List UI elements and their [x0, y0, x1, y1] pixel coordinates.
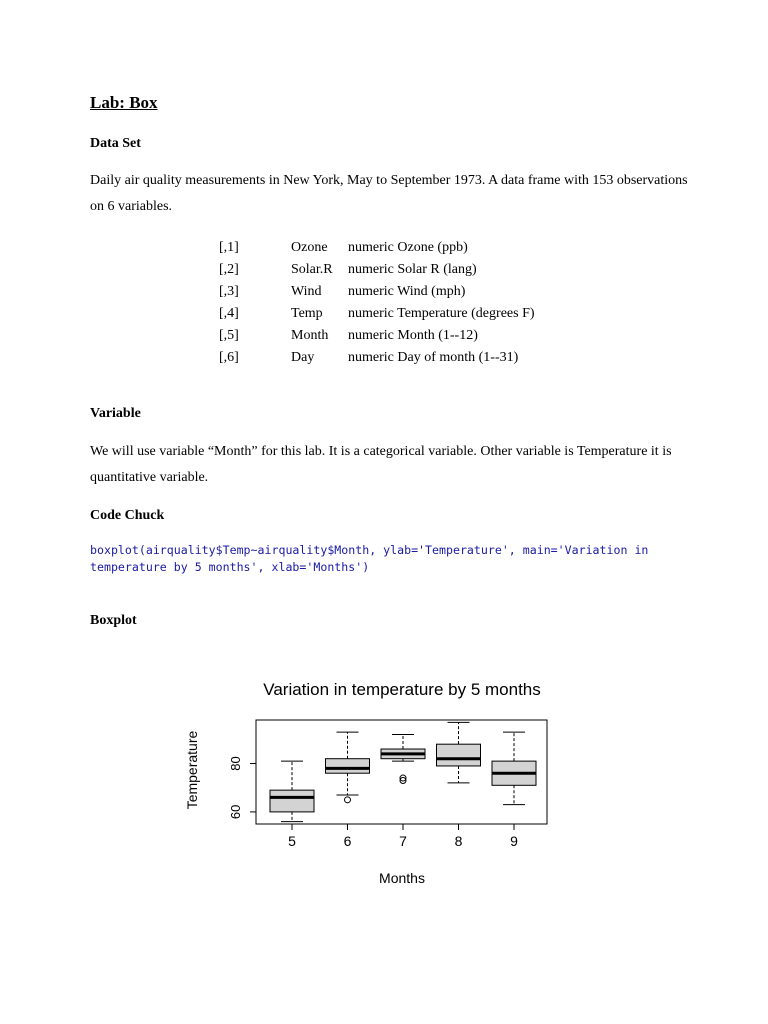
y-axis-label: Temperature — [184, 730, 200, 810]
variable-index: [,2] — [219, 262, 239, 277]
boxplot-chart — [170, 665, 590, 895]
variable-name: Solar.R — [291, 262, 333, 277]
variable-index: [,4] — [219, 306, 239, 321]
x-tick-label: 7 — [399, 833, 407, 849]
boxplot-heading: Boxplot — [90, 613, 137, 628]
chart-title: Variation in temperature by 5 months — [263, 680, 541, 699]
variable-description: numeric Ozone (ppb) — [348, 240, 468, 255]
variable-index: [,6] — [219, 350, 239, 365]
variable-description: We will use variable “Month” for this lab. It is a categorical variable. Other variable is Temperature it is quantitative variable. — [90, 444, 672, 485]
variable-row — [219, 303, 535, 325]
variable-name: Ozone — [291, 240, 328, 255]
variable-description: numeric Temperature (degrees F) — [348, 306, 535, 321]
box-month-6 — [326, 759, 370, 774]
dataset-description: Daily air quality measurements in New York, May to September 1973. A data frame with 153 observations on 6 variables. — [90, 173, 688, 214]
y-tick-label: 80 — [228, 756, 243, 771]
variable-name: Month — [291, 328, 329, 343]
variable-index: [,3] — [219, 284, 239, 299]
variable-row — [219, 281, 535, 303]
x-tick-label: 8 — [454, 833, 463, 849]
dataset-heading: Data Set — [90, 136, 141, 151]
y-tick-label: 60 — [228, 804, 243, 820]
page-title: Lab: Box — [90, 93, 158, 112]
x-tick-label: 6 — [343, 833, 352, 849]
variable-name: Wind — [291, 284, 322, 299]
variable-row — [219, 259, 535, 281]
x-tick-label: 9 — [510, 833, 518, 849]
code-heading: Code Chuck — [90, 508, 165, 523]
variable-heading: Variable — [90, 406, 141, 421]
variable-index: [,1] — [219, 240, 239, 255]
variable-name: Temp — [291, 306, 323, 321]
variables-table — [219, 237, 535, 369]
outlier-point — [345, 797, 351, 803]
x-axis-label: Months — [379, 870, 425, 886]
variable-description: numeric Day of month (1--31) — [348, 350, 519, 365]
code-block: boxplot(airquality$Temp~airquality$Month, ylab='Temperature', main='Variation in temperature by 5 months', xlab='Months') — [90, 543, 656, 574]
box-month-5 — [270, 790, 314, 812]
x-tick-label: 5 — [288, 833, 296, 849]
variable-row — [219, 237, 535, 259]
box-month-8 — [437, 744, 481, 766]
variable-row — [219, 347, 535, 369]
variable-row — [219, 325, 535, 347]
variable-name: Day — [291, 350, 315, 365]
variable-description: numeric Wind (mph) — [348, 284, 466, 299]
variable-index: [,5] — [219, 328, 239, 343]
variable-description: numeric Month (1--12) — [348, 328, 478, 343]
variable-description: numeric Solar R (lang) — [348, 262, 477, 277]
